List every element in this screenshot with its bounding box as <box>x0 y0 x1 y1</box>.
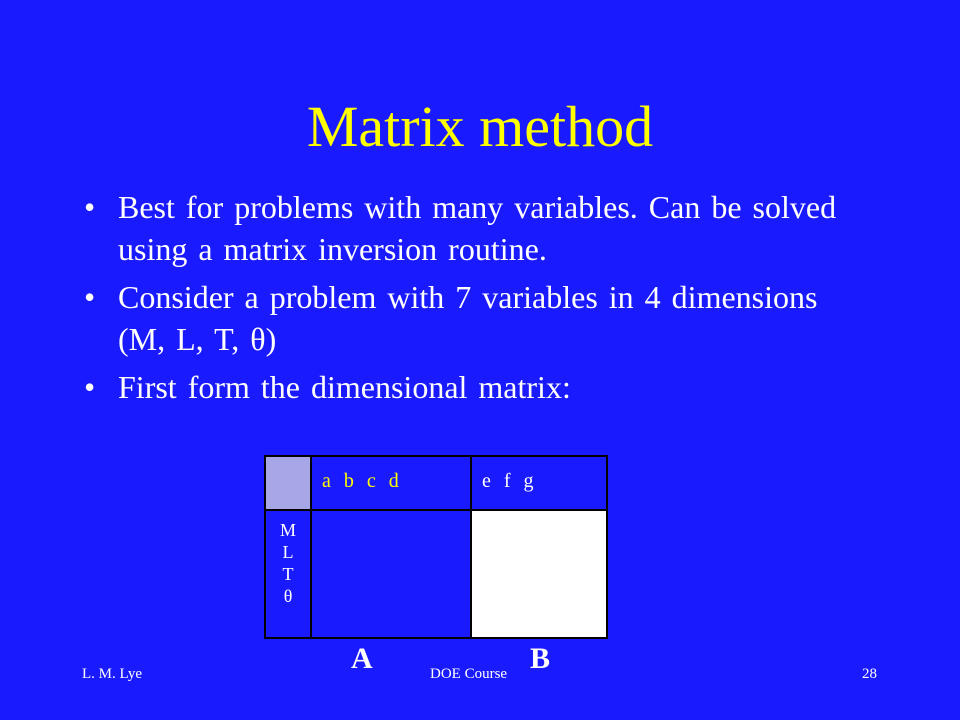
matrix-label-b: B <box>530 642 551 675</box>
footer-page-number: 28 <box>862 666 877 682</box>
bullet-dot: • <box>84 369 96 405</box>
bullet-text: Consider a problem with 7 variables in 4 dimensions (M, L, T, θ) <box>118 279 818 357</box>
matrix-header-b: e f g <box>472 455 608 511</box>
row-label-t: T <box>282 564 294 584</box>
matrix-label-a: A <box>351 642 373 675</box>
row-label-m: M <box>279 520 296 540</box>
bullet-item <box>84 366 864 408</box>
matrix-row-labels <box>264 511 312 639</box>
bullet-list <box>84 186 864 414</box>
matrix-block-b <box>472 511 608 639</box>
row-label-l: L <box>282 542 294 562</box>
bullet-dot: • <box>84 189 96 225</box>
bullet-dot: • <box>84 279 96 315</box>
bullet-item <box>84 186 864 270</box>
footer-author: L. M. Lye <box>82 666 142 682</box>
footer-course: DOE Course <box>430 666 508 682</box>
matrix-header-a: a b c d <box>312 455 472 511</box>
slide-title: Matrix method <box>306 94 654 159</box>
matrix-corner-cell <box>264 455 312 511</box>
bullet-item <box>84 276 864 360</box>
dimensional-matrix <box>264 455 608 639</box>
row-label-theta: θ <box>283 586 293 606</box>
bullet-text: First form the dimensional matrix: <box>118 369 571 405</box>
matrix-block-a <box>312 511 472 639</box>
bullet-text: Best for problems with many variables. Can be solved using a matrix inversion routine. <box>118 189 837 267</box>
